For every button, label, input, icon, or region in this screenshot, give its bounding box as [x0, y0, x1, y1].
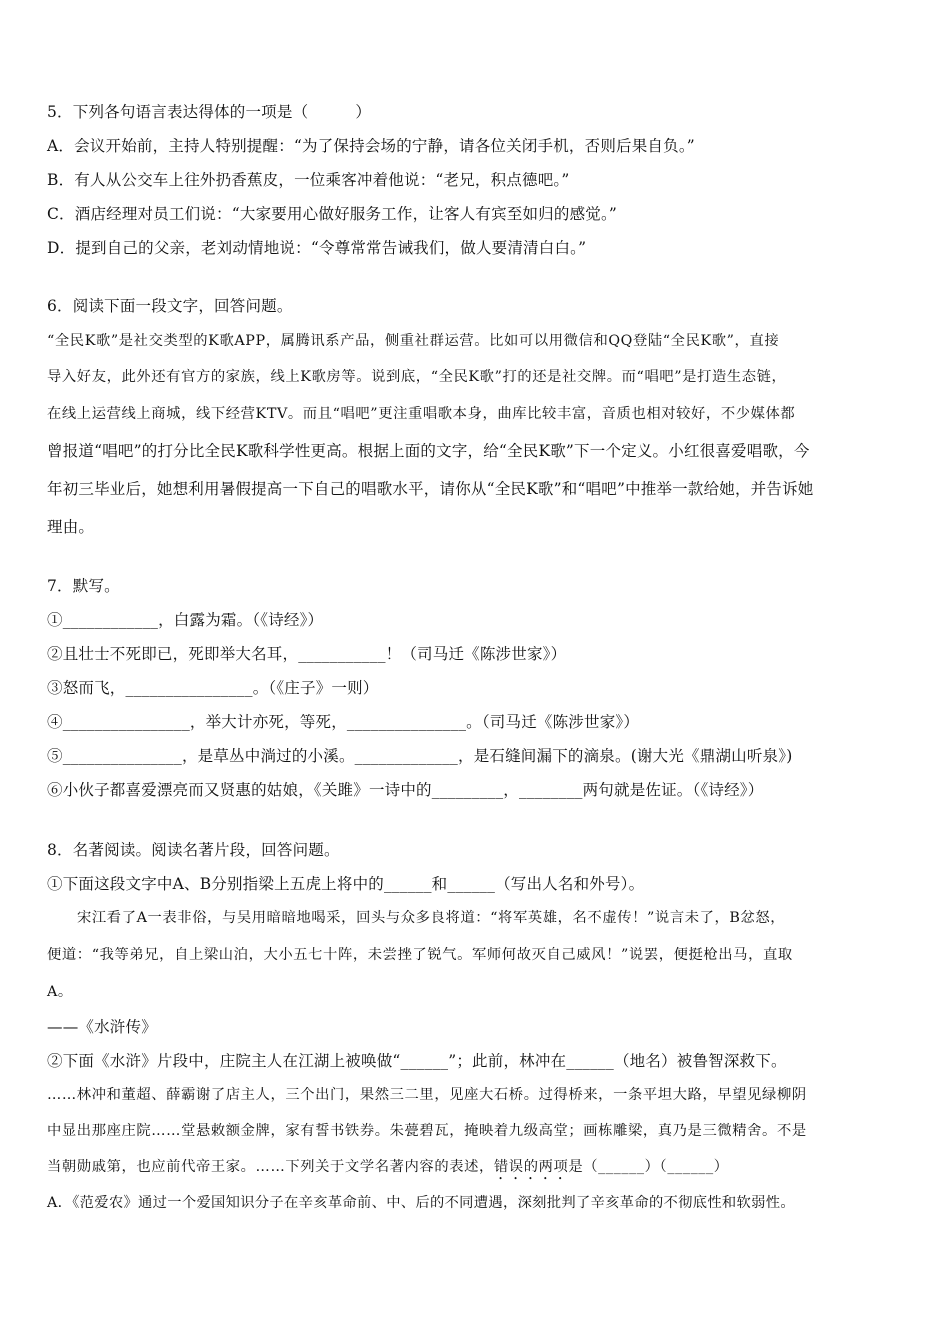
- q7-item-4: ④________________，举大计亦死，等死，_______________。（司马迁《陈涉世家》）: [47, 713, 640, 731]
- q5-option-c: C．酒店经理对员工们说：“大家要用心做好服务工作，让客人有宾至如归的感觉。”: [47, 205, 618, 223]
- emphasized-text: 错误的两项: [493, 1159, 569, 1175]
- q6-line-1: “全民K歌”是社交类型的K歌APP，属腾讯系产品，侧重社群运营。比如可以用微信和QQ登陆“全民K歌”，直接: [47, 333, 780, 349]
- q8-answer-blanks: 是（______）（______）: [568, 1159, 729, 1175]
- q6-line-2: 导入好友，此外还有官方的家族，线上K歌房等。说到底，“全民K歌”打的还是社交牌。而“唱吧”是打造生态链，: [47, 369, 787, 385]
- q8-line-text: 当朝勋戚第，也应前代帝王家。……下列关于文学名著内容的表述，: [47, 1159, 494, 1175]
- q6-line-4: 曾报道“唱吧”的打分比全民K歌科学性更高。根据上面的文字，给“全民K歌”下一个定义。小红很喜爱唱歌，今: [47, 442, 810, 460]
- q7-stem: 7．默写。: [47, 577, 120, 595]
- q6-line-6: 理由。: [47, 518, 95, 536]
- q6-line-5: 年初三毕业后，她想利用暑假提高一下自己的唱歌水平，请你从“全民K歌”和“唱吧”中推举一款给她，并告诉她: [47, 480, 814, 498]
- q8-passage-2-line-1: ……林冲和董超、薛霸谢了店主人，三个出门，果然三二里，见座大石桥。过得桥来，一条平坦大路，早望见绿柳阴: [47, 1087, 807, 1103]
- q5-stem: 5．下列各句语言表达得体的一项是（ ）: [47, 103, 372, 121]
- q8-source: ——《水浒传》: [47, 1018, 157, 1036]
- q7-item-3: ③怒而飞，________________。（《庄子》一则）: [47, 679, 379, 697]
- q5-option-a: A．会议开始前，主持人特别提醒：“为了保持会场的宁静，请各位关闭手机，否则后果自负。”: [47, 137, 695, 155]
- q8-passage-1-line-2: 便道：“我等弟兄，自上梁山泊，大小五七十阵，未尝挫了锐气。军师何故灭自己威风！”说罢，便挺枪出马，直取: [47, 947, 793, 963]
- q8-passage-2-line-2: 中显出那座庄院……堂悬敕额金牌，家有誓书铁券。朱甍碧瓦，掩映着九级高堂；画栋雕梁，真乃是三微精舍。不是: [47, 1123, 807, 1139]
- q8-passage-1-line-3: A。: [47, 984, 73, 1000]
- q8-sub-1: ①下面这段文字中A、B分别指梁上五虎上将中的______和______（写出人名和外号）。: [47, 875, 645, 893]
- q8-passage-2-line-3: [47, 1157, 907, 1183]
- q7-item-5: ⑤_______________，是草丛中淌过的小溪。_____________，是石缝间漏下的滴泉。(谢大光《鼎湖山听泉》): [47, 747, 793, 765]
- q8-stem: 8．名著阅读。阅读名著片段，回答问题。: [47, 841, 340, 859]
- q7-item-1: ①____________，白露为霜。（《诗经》）: [47, 611, 324, 629]
- q8-sub-2: ②下面《水浒》片段中，庄院主人在江湖上被唤做“______”；此前，林冲在______（地名）被鲁智深救下。: [47, 1052, 787, 1070]
- q5-option-b: B．有人从公交车上往外扔香蕉皮，一位乘客冲着他说：“老兄，积点德吧。”: [47, 171, 570, 189]
- q6-line-3: 在线上运营线上商城，线下经营KTV。而且“唱吧”更注重唱歌本身，曲库比较丰富，音质也相对较好，不少媒体都: [47, 406, 796, 422]
- q7-item-6: ⑥小伙子都喜爱漂亮而又贤惠的姑娘，《关雎》一诗中的_________，________两句就是佐证。（《诗经》）: [47, 781, 764, 799]
- q5-option-d: D．提到自己的父亲，老刘动情地说：“令尊常常告诫我们，做人要清清白白。”: [47, 239, 587, 257]
- q6-stem: 6．阅读下面一段文字，回答问题。: [47, 297, 293, 315]
- q8-option-a: A．《范爱农》通过一个爱国知识分子在辛亥革命前、中、后的不同遭遇，深刻批判了辛亥革命的不彻底性和软弱性。: [47, 1195, 795, 1211]
- q7-item-2: ②且壮士不死即已，死即举大名耳，___________！（司马迁《陈涉世家》）: [47, 645, 567, 663]
- q8-passage-1-line-1: 宋江看了A一表非俗，与吴用暗暗地喝采，回头与众多良将道：“将军英雄，名不虚传！”说言未了，B忿怒，: [77, 910, 786, 926]
